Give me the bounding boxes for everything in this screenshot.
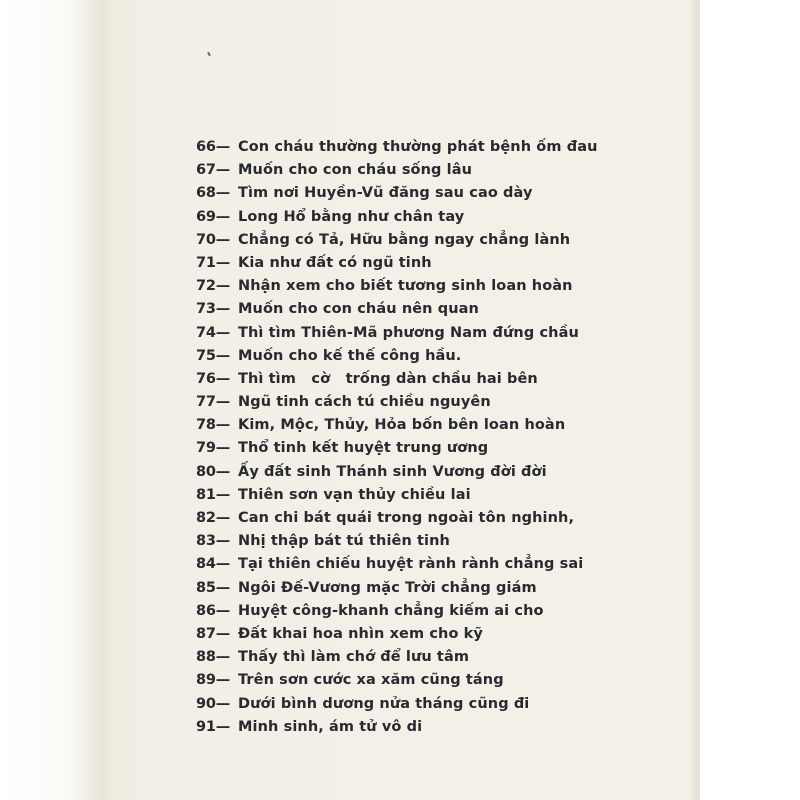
verse-line	[196, 414, 676, 437]
verse-line	[196, 623, 676, 646]
verse-number: 78—	[196, 417, 231, 434]
background-left	[0, 0, 100, 800]
verse-line	[196, 693, 676, 716]
verse-number: 67—	[196, 162, 231, 179]
verse-line	[196, 437, 676, 460]
verse-text: Muốn cho con cháu sống lâu	[238, 162, 473, 179]
verse-number: 90—	[196, 695, 231, 712]
verse-text: Tìm nơi Huyền-Vũ đăng sau cao dày	[238, 185, 533, 202]
verse-line	[196, 368, 676, 391]
verse-text: Thấy thì làm chớ để lưu tâm	[238, 649, 470, 666]
verse-text: Tại thiên chiếu huyệt rành rành chẳng sai	[238, 556, 584, 573]
verse-line	[196, 577, 676, 600]
verse-number: 80—	[196, 463, 231, 480]
verse-line	[196, 252, 676, 275]
verse-number: 89—	[196, 672, 231, 689]
verse-text: Ngũ tinh cách tú chiều nguyên	[238, 394, 491, 411]
verse-number: 87—	[196, 625, 231, 642]
verse-number: 91—	[196, 718, 231, 735]
verse-line	[196, 461, 676, 484]
verse-line	[196, 206, 676, 229]
verse-line	[196, 600, 676, 623]
verse-number: 72—	[196, 278, 231, 295]
verse-text: Chẳng có Tả, Hữu bằng ngay chẳng lành	[238, 231, 571, 248]
verse-text: Huyệt công-khanh chẳng kiếm ai cho	[238, 602, 544, 619]
verse-number: 70—	[196, 231, 231, 248]
verse-text: Thì tìm Thiên-Mã phương Nam đứng chầu	[238, 324, 579, 341]
verse-list	[196, 136, 676, 739]
page-edge-shadow	[690, 0, 700, 800]
verse-number: 81—	[196, 486, 231, 503]
verse-line	[196, 530, 676, 553]
verse-line	[196, 553, 676, 576]
verse-line	[196, 345, 676, 368]
verse-text: Trên sơn cước xa xăm cũng táng	[238, 672, 504, 689]
verse-text: Thiên sơn vạn thủy chiều lai	[238, 486, 471, 503]
verse-number: 68—	[196, 185, 231, 202]
verse-text: Kim, Mộc, Thủy, Hỏa bốn bên loan hoàn	[238, 417, 566, 434]
verse-line	[196, 507, 676, 530]
verse-text: Thì tìm cờ trống dàn chầu hai bên	[238, 370, 538, 387]
verse-number: 76—	[196, 370, 231, 387]
verse-text: Can chi bát quái trong ngoài tôn nghinh,	[238, 510, 575, 526]
verse-line	[196, 229, 676, 252]
verse-line	[196, 298, 676, 321]
verse-text: Long Hổ bằng như chân tay	[238, 208, 465, 225]
verse-number: 71—	[196, 254, 231, 271]
verse-number: 86—	[196, 602, 231, 619]
verse-line	[196, 182, 676, 205]
verse-text: Ngôi Đế-Vương mặc Trời chẳng giám	[238, 579, 537, 596]
verse-line	[196, 322, 676, 345]
verse-number: 66—	[196, 139, 231, 155]
verse-number: 73—	[196, 301, 231, 318]
verse-line	[196, 646, 676, 669]
verse-number: 74—	[196, 324, 231, 341]
verse-line	[196, 669, 676, 692]
verse-line	[196, 716, 676, 739]
verse-number: 79—	[196, 440, 231, 457]
verse-number: 88—	[196, 649, 231, 666]
verse-text: Đất khai hoa nhìn xem cho kỹ	[238, 625, 483, 642]
verse-text: Dưới bình dương nửa tháng cũng đi	[238, 695, 530, 712]
verse-text: Muốn cho con cháu nên quan	[238, 301, 479, 318]
verse-line	[196, 275, 676, 298]
verse-line	[196, 391, 676, 414]
verse-text: Kia như đất có ngũ tinh	[238, 254, 432, 271]
verse-line	[196, 484, 676, 507]
verse-text: Minh sinh, ám tử vô di	[238, 718, 423, 735]
verse-number: 82—	[196, 510, 231, 526]
verse-text: Con cháu thường thường phát bệnh ốm đau	[238, 139, 598, 155]
verse-text: Nhị thập bát tú thiên tinh	[238, 533, 450, 550]
verse-text: Ấy đất sinh Thánh sinh Vương đời đời	[238, 463, 547, 480]
background-right	[700, 0, 800, 800]
verse-number: 83—	[196, 533, 231, 550]
verse-number: 77—	[196, 394, 231, 411]
verse-text: Muốn cho kế thế công hầu.	[238, 347, 462, 364]
verse-line	[196, 159, 676, 182]
verse-number: 84—	[196, 556, 231, 573]
verse-number: 85—	[196, 579, 231, 596]
verse-number: 69—	[196, 208, 231, 225]
verse-text: Thổ tinh kết huyệt trung ương	[238, 440, 489, 457]
verse-text: Nhận xem cho biết tương sinh loan hoàn	[238, 278, 573, 295]
verse-line	[196, 136, 676, 159]
verse-number: 75—	[196, 347, 231, 364]
